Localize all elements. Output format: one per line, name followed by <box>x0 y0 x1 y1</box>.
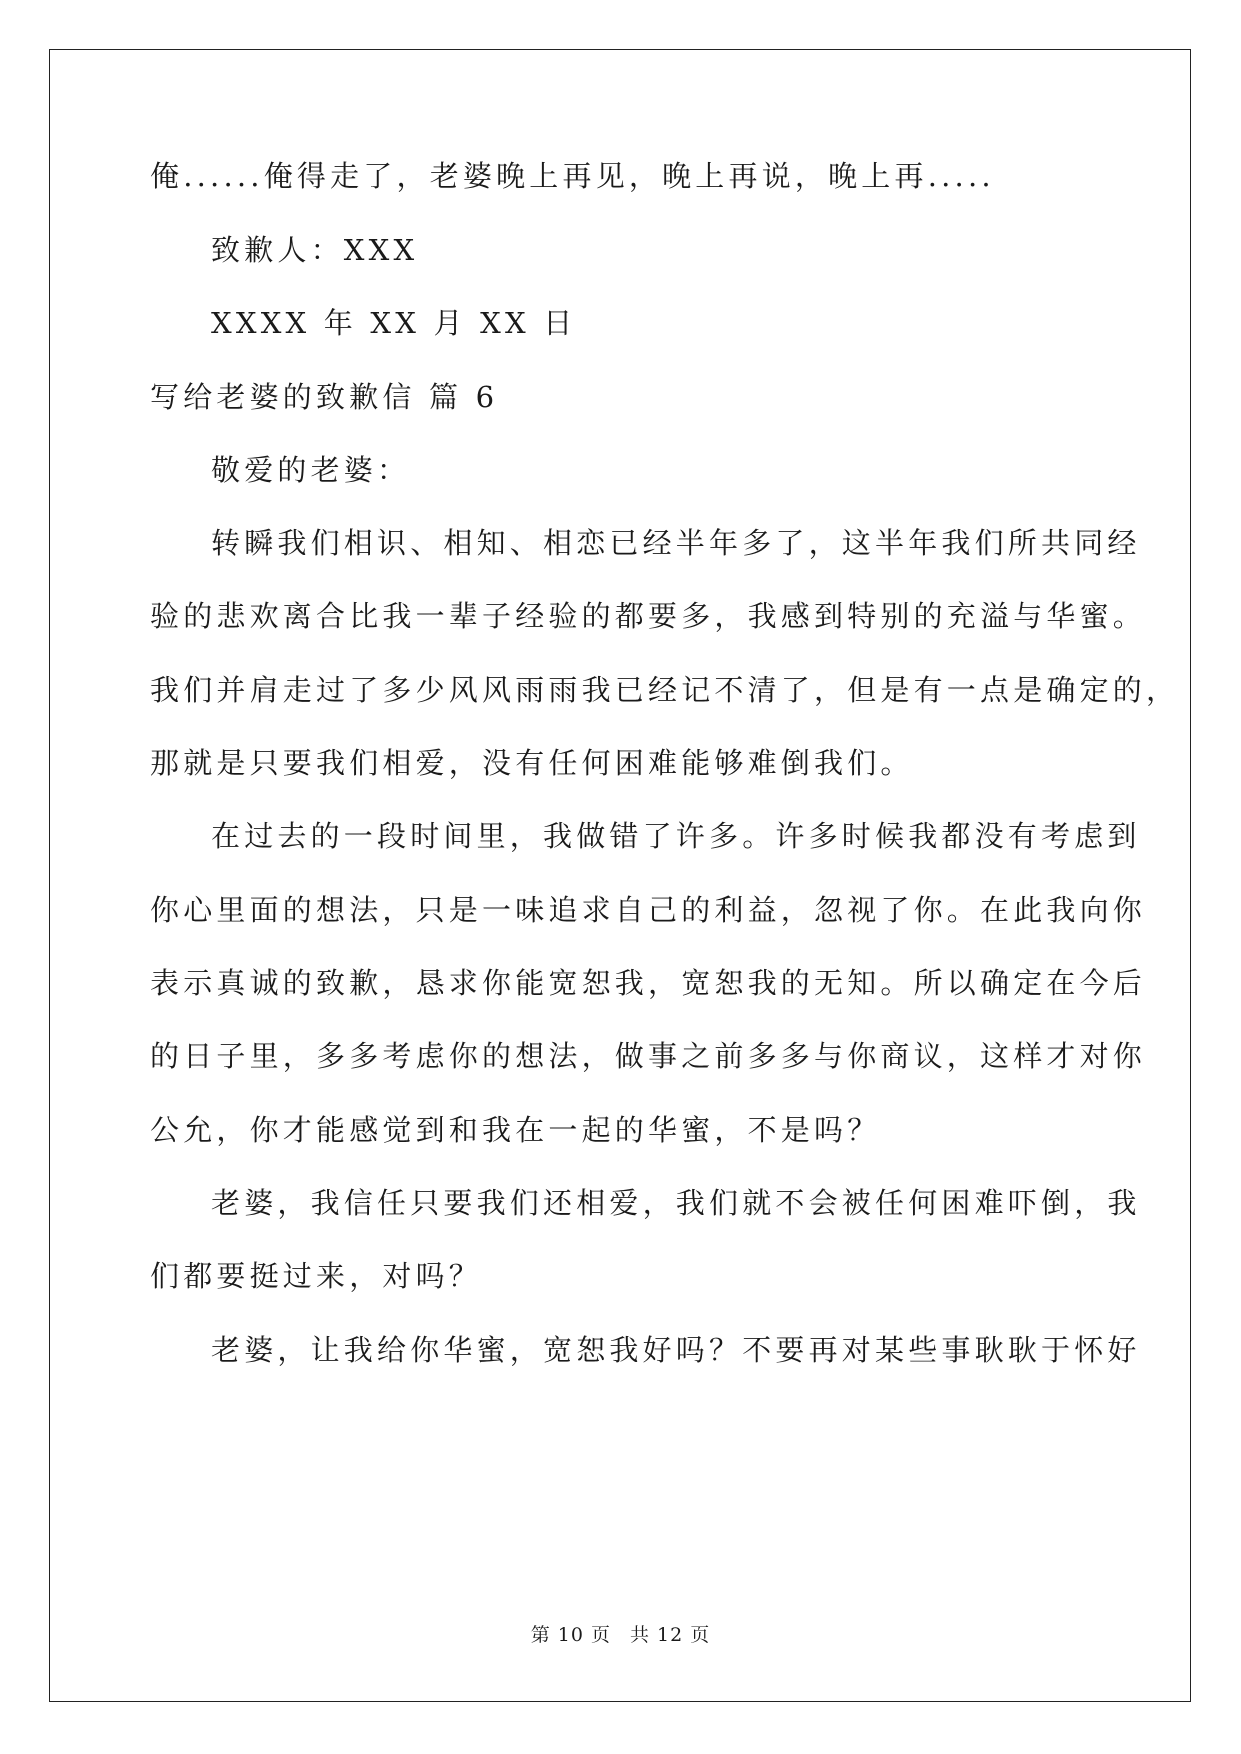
apologizer-signature: 致歉人：XXX <box>211 233 419 267</box>
paragraph-2-line-1: 在过去的一段时间里，我做错了许多。许多时候我都没有考虑到 <box>211 819 1141 853</box>
paragraph-3-line-1: 老婆，我信任只要我们还相爱，我们就不会被任何困难吓倒，我 <box>211 1186 1141 1220</box>
date-line: XXXX 年 XX 月 XX 日 <box>211 306 577 340</box>
paragraph-4-line-1: 老婆，让我给你华蜜，宽恕我好吗？不要再对某些事耿耿于怀好 <box>211 1333 1141 1367</box>
paragraph-1-line-4: 那就是只要我们相爱，没有任何困难能够难倒我们。 <box>150 746 914 780</box>
paragraph-2-line-5: 公允，你才能感觉到和我在一起的华蜜，不是吗？ <box>150 1113 881 1147</box>
page-border <box>49 49 1191 1702</box>
paragraph-2-line-2: 你心里面的想法，只是一味追求自己的利益，忽视了你。在此我向你 <box>150 893 1147 927</box>
paragraph-1-line-3: 我们并肩走过了多少风风雨雨我已经记不清了，但是有一点是确定的， <box>150 673 1180 707</box>
page-footer <box>0 1620 1241 1647</box>
paragraph-2-line-3: 表示真诚的致歉，恳求你能宽恕我，宽恕我的无知。所以确定在今后 <box>150 966 1147 1000</box>
current-page-label: 第 10 页 <box>530 1624 611 1646</box>
text-line-1: 俺......俺得走了，老婆晚上再见，晚上再说，晚上再..... <box>150 159 995 193</box>
section-heading: 写给老婆的致歉信 篇 6 <box>150 380 499 414</box>
salutation: 敬爱的老婆： <box>211 453 411 487</box>
paragraph-3-line-2: 们都要挺过来，对吗？ <box>150 1259 483 1293</box>
total-pages-label: 共 12 页 <box>630 1624 711 1646</box>
paragraph-1-line-2: 验的悲欢离合比我一辈子经验的都要多，我感到特别的充溢与华蜜。 <box>150 599 1147 633</box>
paragraph-2-line-4: 的日子里，多多考虑你的想法，做事之前多多与你商议，这样才对你 <box>150 1039 1147 1073</box>
paragraph-1-line-1: 转瞬我们相识、相知、相恋已经半年多了，这半年我们所共同经 <box>211 526 1141 560</box>
